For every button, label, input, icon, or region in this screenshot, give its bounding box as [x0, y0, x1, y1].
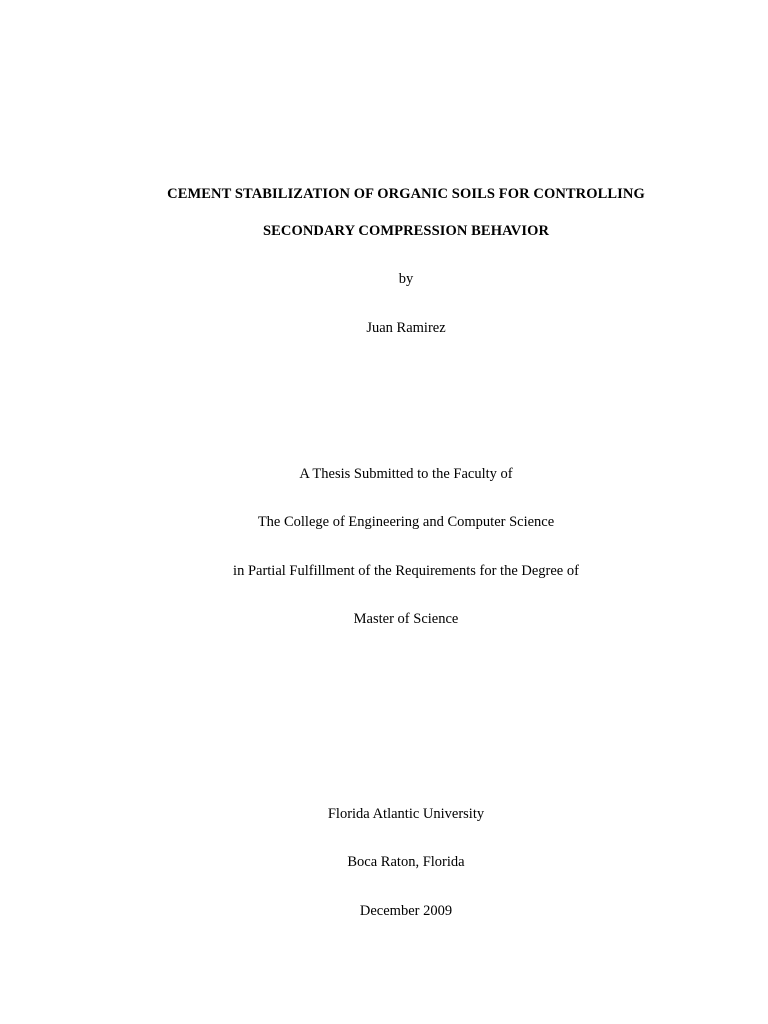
submission-statement-line-1: A Thesis Submitted to the Faculty of	[299, 466, 513, 482]
university-location: Boca Raton, Florida	[347, 854, 465, 870]
submission-date: December 2009	[359, 903, 453, 919]
author-name: Juan Ramirez	[366, 320, 446, 336]
by-label: by	[398, 271, 414, 287]
university-name: Florida Atlantic University	[327, 806, 485, 822]
thesis-title-line-1: CEMENT STABILIZATION OF ORGANIC SOILS FOR CONTROLLING	[167, 186, 645, 202]
degree-name: Master of Science	[353, 611, 459, 627]
thesis-title-line-2: SECONDARY COMPRESSION BEHAVIOR	[262, 223, 550, 239]
submission-statement-line-2: The College of Engineering and Computer Science	[257, 514, 555, 530]
submission-statement-line-3: in Partial Fulfillment of the Requirements for the Degree of	[233, 563, 579, 579]
